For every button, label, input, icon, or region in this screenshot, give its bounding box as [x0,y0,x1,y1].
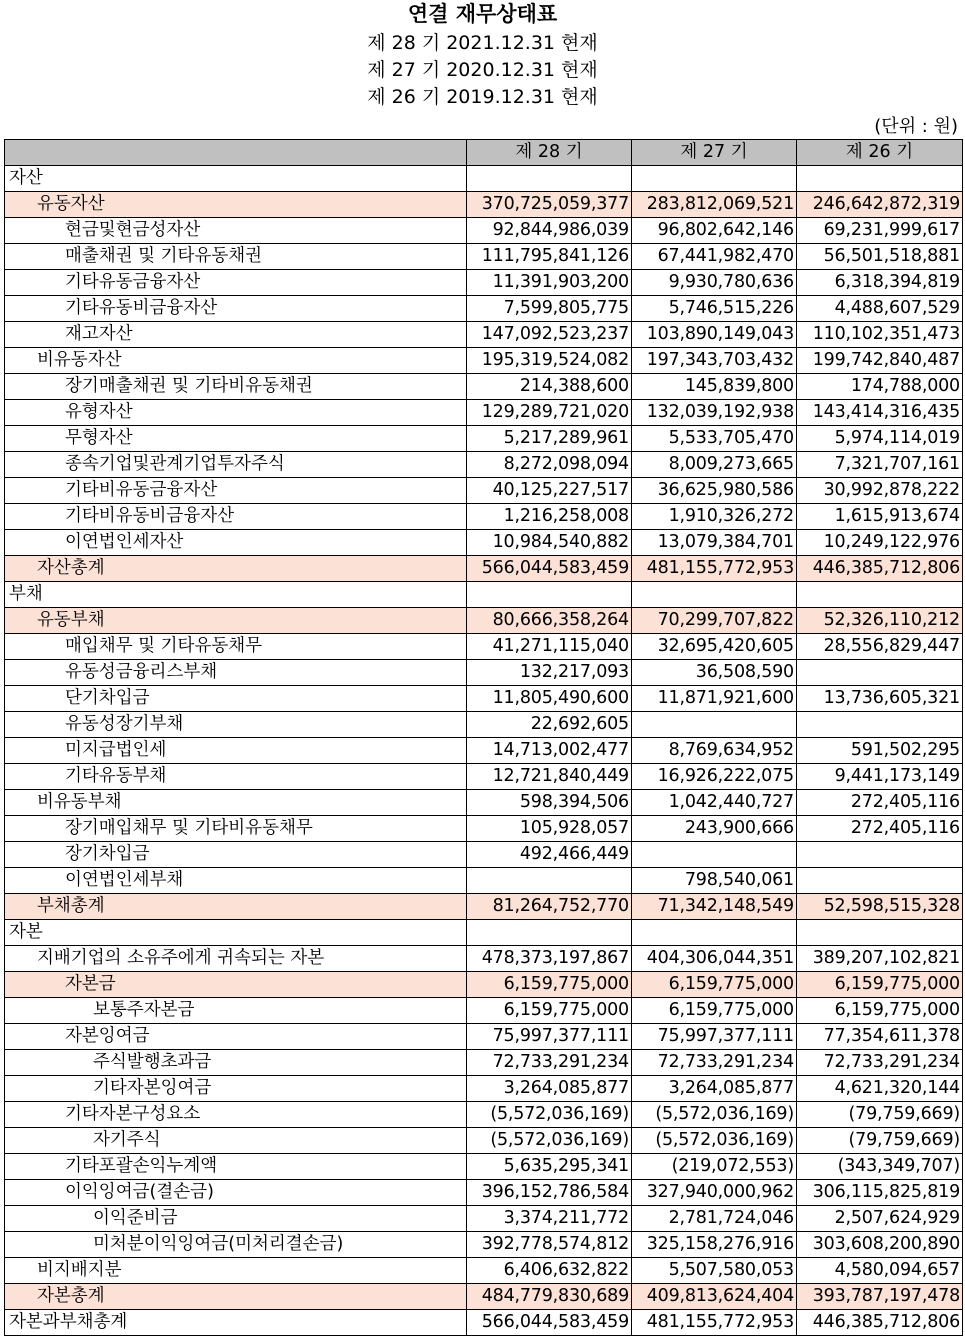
amount-period-27: 197,343,703,432 [632,348,797,374]
amount-period-27: 283,812,069,521 [632,192,797,218]
amount-period-28: 22,692,605 [467,712,632,738]
account-label: 보통주자본금 [5,998,467,1024]
amount-period-28: 11,805,490,600 [467,686,632,712]
table-row [5,1102,963,1128]
amount-period-26: 4,621,320,144 [797,1076,963,1102]
account-label: 부채 [5,582,467,608]
period-line: 제 27 기 2020.12.31 현재 [367,59,598,81]
account-label: 장기매출채권 및 기타비유동채권 [5,374,467,400]
amount-period-26: 5,974,114,019 [797,426,963,452]
amount-period-28: 6,159,775,000 [467,998,632,1024]
balance-sheet-table [4,139,963,1336]
table-row [5,1310,963,1336]
amount-period-27: 1,910,326,272 [632,504,797,530]
account-label: 기타자본잉여금 [5,1076,467,1102]
table-row [5,634,963,660]
amount-period-28: 72,733,291,234 [467,1050,632,1076]
unit-label: (단위 : 원) [874,116,958,137]
table-row [5,920,963,946]
amount-period-27: 2,781,724,046 [632,1206,797,1232]
amount-period-27: 71,342,148,549 [632,894,797,920]
account-label: 미지급법인세 [5,738,467,764]
account-label: 유동자산 [5,192,467,218]
table-row [5,530,963,556]
amount-period-28: 5,217,289,961 [467,426,632,452]
amount-period-26 [797,712,963,738]
amount-period-27: 9,930,780,636 [632,270,797,296]
account-label: 자기주식 [5,1128,467,1154]
amount-period-27: (5,572,036,169) [632,1102,797,1128]
table-row [5,842,963,868]
account-label: 자본과부채총계 [5,1310,467,1336]
amount-period-28: 75,997,377,111 [467,1024,632,1050]
account-label: 유동성금융리스부채 [5,660,467,686]
table-row [5,374,963,400]
amount-period-27: 6,159,775,000 [632,998,797,1024]
table-row [5,296,963,322]
account-label: 주식발행초과금 [5,1050,467,1076]
table-header-row [5,140,963,166]
amount-period-26: 199,742,840,487 [797,348,963,374]
amount-period-26: 4,488,607,529 [797,296,963,322]
amount-period-28: 147,092,523,237 [467,322,632,348]
amount-period-27: 132,039,192,938 [632,400,797,426]
amount-period-27: 96,802,642,146 [632,218,797,244]
amount-period-26: 6,159,775,000 [797,998,963,1024]
amount-period-28: 1,216,258,008 [467,504,632,530]
account-label: 기타유동부채 [5,764,467,790]
amount-period-26: 28,556,829,447 [797,634,963,660]
amount-period-26 [797,868,963,894]
amount-period-28: (5,572,036,169) [467,1128,632,1154]
amount-period-28: 392,778,574,812 [467,1232,632,1258]
amount-period-27: 11,871,921,600 [632,686,797,712]
amount-period-27: 8,009,273,665 [632,452,797,478]
statement-title: 연결 재무상태표 [407,2,558,26]
amount-period-27: 32,695,420,605 [632,634,797,660]
account-label: 매출채권 및 기타유동채권 [5,244,467,270]
amount-period-28: 12,721,840,449 [467,764,632,790]
amount-period-26: 52,598,515,328 [797,894,963,920]
amount-period-26: 591,502,295 [797,738,963,764]
amount-period-27 [632,166,797,192]
account-label: 자본총계 [5,1284,467,1310]
account-label: 자산총계 [5,556,467,582]
header-period-26: 제 26 기 [797,140,963,166]
amount-period-27: 72,733,291,234 [632,1050,797,1076]
account-label: 부채총계 [5,894,467,920]
table-row [5,1232,963,1258]
amount-period-28: 598,394,506 [467,790,632,816]
table-row [5,998,963,1024]
amount-period-26: (79,759,669) [797,1102,963,1128]
table-row [5,816,963,842]
amount-period-28: 566,044,583,459 [467,1310,632,1336]
table-row [5,166,963,192]
amount-period-27: 3,264,085,877 [632,1076,797,1102]
table-row [5,868,963,894]
table-row [5,1076,963,1102]
header-account [5,140,467,166]
table-body [5,166,963,1336]
amount-period-27: (5,572,036,169) [632,1128,797,1154]
amount-period-26: 30,992,878,222 [797,478,963,504]
amount-period-26: (343,349,707) [797,1154,963,1180]
account-label: 무형자산 [5,426,467,452]
table-row [5,946,963,972]
amount-period-28: 214,388,600 [467,374,632,400]
amount-period-26: 446,385,712,806 [797,1310,963,1336]
amount-period-27: 36,625,980,586 [632,478,797,504]
account-label: 단기차입금 [5,686,467,712]
amount-period-27: 103,890,149,043 [632,322,797,348]
amount-period-26: 4,580,094,657 [797,1258,963,1284]
amount-period-27: 8,769,634,952 [632,738,797,764]
amount-period-28 [467,582,632,608]
account-label: 장기매입채무 및 기타비유동채무 [5,816,467,842]
amount-period-27 [632,842,797,868]
table-row [5,192,963,218]
amount-period-26 [797,166,963,192]
table-row [5,738,963,764]
account-label: 장기차입금 [5,842,467,868]
account-label: 자산 [5,166,467,192]
amount-period-27: 145,839,800 [632,374,797,400]
amount-period-27: 481,155,772,953 [632,556,797,582]
amount-period-27: (219,072,553) [632,1154,797,1180]
account-label: 비지배지분 [5,1258,467,1284]
amount-period-26: 393,787,197,478 [797,1284,963,1310]
amount-period-27: 67,441,982,470 [632,244,797,270]
amount-period-26 [797,582,963,608]
amount-period-27: 404,306,044,351 [632,946,797,972]
amount-period-28: 129,289,721,020 [467,400,632,426]
table-row [5,608,963,634]
table-row [5,400,963,426]
amount-period-26: 7,321,707,161 [797,452,963,478]
account-label: 자본금 [5,972,467,998]
amount-period-26: 56,501,518,881 [797,244,963,270]
amount-period-27: 16,926,222,075 [632,764,797,790]
table-row [5,790,963,816]
account-label: 미처분이익잉여금(미처리결손금) [5,1232,467,1258]
amount-period-28: 566,044,583,459 [467,556,632,582]
amount-period-26: 143,414,316,435 [797,400,963,426]
amount-period-27: 13,079,384,701 [632,530,797,556]
amount-period-26: 174,788,000 [797,374,963,400]
amount-period-28: 14,713,002,477 [467,738,632,764]
amount-period-28: 92,844,986,039 [467,218,632,244]
amount-period-26: 272,405,116 [797,790,963,816]
amount-period-26: 77,354,611,378 [797,1024,963,1050]
amount-period-28: 105,928,057 [467,816,632,842]
table-row [5,972,963,998]
amount-period-27: 327,940,000,962 [632,1180,797,1206]
amount-period-26: 303,608,200,890 [797,1232,963,1258]
account-label: 자본 [5,920,467,946]
amount-period-28: 10,984,540,882 [467,530,632,556]
amount-period-28: 5,635,295,341 [467,1154,632,1180]
period-line: 제 28 기 2021.12.31 현재 [367,32,598,54]
table-row [5,478,963,504]
account-label: 자본잉여금 [5,1024,467,1050]
amount-period-28: 111,795,841,126 [467,244,632,270]
account-label: 지배기업의 소유주에게 귀속되는 자본 [5,946,467,972]
amount-period-26: 6,159,775,000 [797,972,963,998]
amount-period-28: 396,152,786,584 [467,1180,632,1206]
table-row [5,712,963,738]
table-row [5,894,963,920]
amount-period-26: 110,102,351,473 [797,322,963,348]
amount-period-27: 243,900,666 [632,816,797,842]
amount-period-27: 1,042,440,727 [632,790,797,816]
account-label: 이연법인세부채 [5,868,467,894]
period-line: 제 26 기 2019.12.31 현재 [367,86,598,108]
amount-period-28: 492,466,449 [467,842,632,868]
table-row [5,244,963,270]
account-label: 기타포괄손익누계액 [5,1154,467,1180]
amount-period-26: 272,405,116 [797,816,963,842]
amount-period-28: (5,572,036,169) [467,1102,632,1128]
table-row [5,322,963,348]
amount-period-27 [632,582,797,608]
account-label: 기타자본구성요소 [5,1102,467,1128]
table-row [5,1024,963,1050]
amount-period-28: 484,779,830,689 [467,1284,632,1310]
table-row [5,764,963,790]
amount-period-26 [797,920,963,946]
table-row [5,686,963,712]
amount-period-26: 10,249,122,976 [797,530,963,556]
amount-period-26: 13,736,605,321 [797,686,963,712]
account-label: 기타비유동금융자산 [5,478,467,504]
amount-period-27: 6,159,775,000 [632,972,797,998]
account-label: 이익준비금 [5,1206,467,1232]
amount-period-28: 6,406,632,822 [467,1258,632,1284]
amount-period-27: 5,533,705,470 [632,426,797,452]
amount-period-28: 3,264,085,877 [467,1076,632,1102]
account-label: 유동부채 [5,608,467,634]
account-label: 기타유동비금융자산 [5,296,467,322]
amount-period-27: 798,540,061 [632,868,797,894]
amount-period-26: 6,318,394,819 [797,270,963,296]
account-label: 재고자산 [5,322,467,348]
account-label: 이연법인세자산 [5,530,467,556]
amount-period-28: 81,264,752,770 [467,894,632,920]
amount-period-27: 409,813,624,404 [632,1284,797,1310]
account-label: 현금및현금성자산 [5,218,467,244]
amount-period-28: 7,599,805,775 [467,296,632,322]
amount-period-28: 3,374,211,772 [467,1206,632,1232]
amount-period-27 [632,712,797,738]
amount-period-27: 75,997,377,111 [632,1024,797,1050]
amount-period-28: 80,666,358,264 [467,608,632,634]
amount-period-28: 6,159,775,000 [467,972,632,998]
amount-period-27: 325,158,276,916 [632,1232,797,1258]
amount-period-26: 9,441,173,149 [797,764,963,790]
amount-period-27: 70,299,707,822 [632,608,797,634]
account-label: 비유동자산 [5,348,467,374]
table-row [5,1154,963,1180]
header-period-28: 제 28 기 [467,140,632,166]
header-period-27: 제 27 기 [632,140,797,166]
amount-period-26: 446,385,712,806 [797,556,963,582]
amount-period-28: 478,373,197,867 [467,946,632,972]
amount-period-28 [467,868,632,894]
amount-period-26: 246,642,872,319 [797,192,963,218]
table-row [5,270,963,296]
account-label: 기타비유동비금융자산 [5,504,467,530]
amount-period-27: 481,155,772,953 [632,1310,797,1336]
table-row [5,1180,963,1206]
amount-period-26: 69,231,999,617 [797,218,963,244]
table-row [5,504,963,530]
amount-period-26 [797,660,963,686]
account-label: 비유동부채 [5,790,467,816]
amount-period-26: (79,759,669) [797,1128,963,1154]
amount-period-27: 5,507,580,053 [632,1258,797,1284]
account-label: 유형자산 [5,400,467,426]
amount-period-28 [467,166,632,192]
amount-period-27: 36,508,590 [632,660,797,686]
amount-period-28: 8,272,098,094 [467,452,632,478]
amount-period-26: 72,733,291,234 [797,1050,963,1076]
table-row [5,452,963,478]
table-row [5,582,963,608]
amount-period-26: 52,326,110,212 [797,608,963,634]
amount-period-28: 370,725,059,377 [467,192,632,218]
table-row [5,1284,963,1310]
amount-period-26: 2,507,624,929 [797,1206,963,1232]
amount-period-26: 1,615,913,674 [797,504,963,530]
amount-period-28: 195,319,524,082 [467,348,632,374]
table-row [5,1128,963,1154]
amount-period-28: 132,217,093 [467,660,632,686]
amount-period-28: 41,271,115,040 [467,634,632,660]
table-row [5,1050,963,1076]
amount-period-26: 389,207,102,821 [797,946,963,972]
table-row [5,1206,963,1232]
account-label: 이익잉여금(결손금) [5,1180,467,1206]
account-label: 매입채무 및 기타유동채무 [5,634,467,660]
table-row [5,1258,963,1284]
amount-period-27 [632,920,797,946]
amount-period-28: 40,125,227,517 [467,478,632,504]
table-row [5,218,963,244]
table-row [5,426,963,452]
account-label: 유동성장기부채 [5,712,467,738]
table-row [5,660,963,686]
amount-period-28: 11,391,903,200 [467,270,632,296]
table-row [5,556,963,582]
amount-period-26: 306,115,825,819 [797,1180,963,1206]
account-label: 종속기업및관계기업투자주식 [5,452,467,478]
amount-period-27: 5,746,515,226 [632,296,797,322]
amount-period-26 [797,842,963,868]
table-row [5,348,963,374]
amount-period-28 [467,920,632,946]
account-label: 기타유동금융자산 [5,270,467,296]
